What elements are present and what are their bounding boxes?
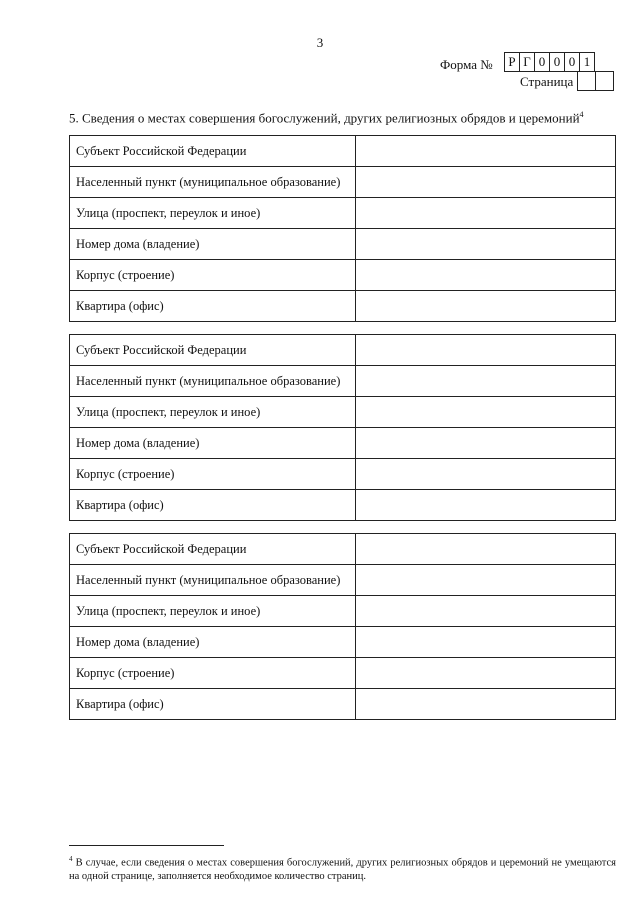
- field-value[interactable]: [356, 198, 616, 229]
- footnote: [69, 853, 616, 883]
- field-value[interactable]: [356, 136, 616, 167]
- field-label: Номер дома (владение): [70, 229, 356, 260]
- table-row: [70, 490, 616, 521]
- table-row: [70, 596, 616, 627]
- form-number-label: Форма №: [440, 57, 493, 72]
- form-code-cell: Г: [520, 53, 535, 72]
- table-row: [70, 397, 616, 428]
- section-title-text: 5. Сведения о местах совершения богослужений, других религиозных обрядов и церемоний: [69, 110, 580, 126]
- field-value[interactable]: [356, 428, 616, 459]
- field-label: Улица (проспект, переулок и иное): [70, 198, 356, 229]
- field-label: Субъект Российской Федерации: [70, 136, 356, 167]
- page-number-cell[interactable]: [578, 72, 596, 91]
- field-value[interactable]: [356, 627, 616, 658]
- field-value[interactable]: [356, 490, 616, 521]
- table-row: [70, 459, 616, 490]
- footnote-ref: 4: [579, 110, 584, 119]
- page-label: Страница: [520, 74, 574, 89]
- field-value[interactable]: [356, 689, 616, 720]
- field-label: Номер дома (владение): [70, 428, 356, 459]
- table-row: [70, 658, 616, 689]
- form-code-cell: Р: [505, 53, 520, 72]
- page-number-cells[interactable]: [577, 71, 614, 91]
- field-value[interactable]: [356, 260, 616, 291]
- table-row: [70, 428, 616, 459]
- field-label: Субъект Российской Федерации: [70, 335, 356, 366]
- field-label: Населенный пункт (муниципальное образование): [70, 167, 356, 198]
- form-code-cells: [504, 52, 595, 72]
- table-row: [70, 229, 616, 260]
- field-label: Корпус (строение): [70, 459, 356, 490]
- field-value[interactable]: [356, 596, 616, 627]
- form-code-cell: 1: [580, 53, 595, 72]
- address-table: [69, 334, 616, 521]
- field-value[interactable]: [356, 291, 616, 322]
- field-value[interactable]: [356, 229, 616, 260]
- table-row: [70, 627, 616, 658]
- table-row: [70, 534, 616, 565]
- field-label: Населенный пункт (муниципальное образование): [70, 366, 356, 397]
- table-row: [70, 565, 616, 596]
- field-value[interactable]: [356, 459, 616, 490]
- field-label: Номер дома (владение): [70, 627, 356, 658]
- table-row: [70, 335, 616, 366]
- table-row: [70, 136, 616, 167]
- field-value[interactable]: [356, 565, 616, 596]
- table-row: [70, 366, 616, 397]
- footnote-divider: [69, 845, 224, 846]
- field-label: Корпус (строение): [70, 658, 356, 689]
- footnote-text: В случае, если сведения о местах совершения богослужений, других религиозных обрядов и церемоний не умещаются на одной странице, заполняется необходимое количество страниц.: [69, 857, 617, 882]
- field-label: Улица (проспект, переулок и иное): [70, 397, 356, 428]
- table-row: [70, 689, 616, 720]
- page-number-cell[interactable]: [596, 72, 614, 91]
- form-code-cell: 0: [535, 53, 550, 72]
- form-code-cell: 0: [550, 53, 565, 72]
- field-value[interactable]: [356, 534, 616, 565]
- field-label: Квартира (офис): [70, 490, 356, 521]
- address-table: [69, 135, 616, 322]
- table-row: [70, 198, 616, 229]
- field-value[interactable]: [356, 658, 616, 689]
- page-number: 3: [316, 35, 324, 50]
- field-label: Квартира (офис): [70, 291, 356, 322]
- section-title: [69, 110, 584, 126]
- field-value[interactable]: [356, 366, 616, 397]
- field-label: Улица (проспект, переулок и иное): [70, 596, 356, 627]
- field-label: Населенный пункт (муниципальное образование): [70, 565, 356, 596]
- table-row: [70, 167, 616, 198]
- footnote-marker: 4: [69, 855, 73, 863]
- field-value[interactable]: [356, 167, 616, 198]
- field-label: Квартира (офис): [70, 689, 356, 720]
- table-row: [70, 260, 616, 291]
- field-label: Корпус (строение): [70, 260, 356, 291]
- field-value[interactable]: [356, 397, 616, 428]
- field-label: Субъект Российской Федерации: [70, 534, 356, 565]
- table-row: [70, 291, 616, 322]
- address-table: [69, 533, 616, 720]
- field-value[interactable]: [356, 335, 616, 366]
- form-code-cell: 0: [565, 53, 580, 72]
